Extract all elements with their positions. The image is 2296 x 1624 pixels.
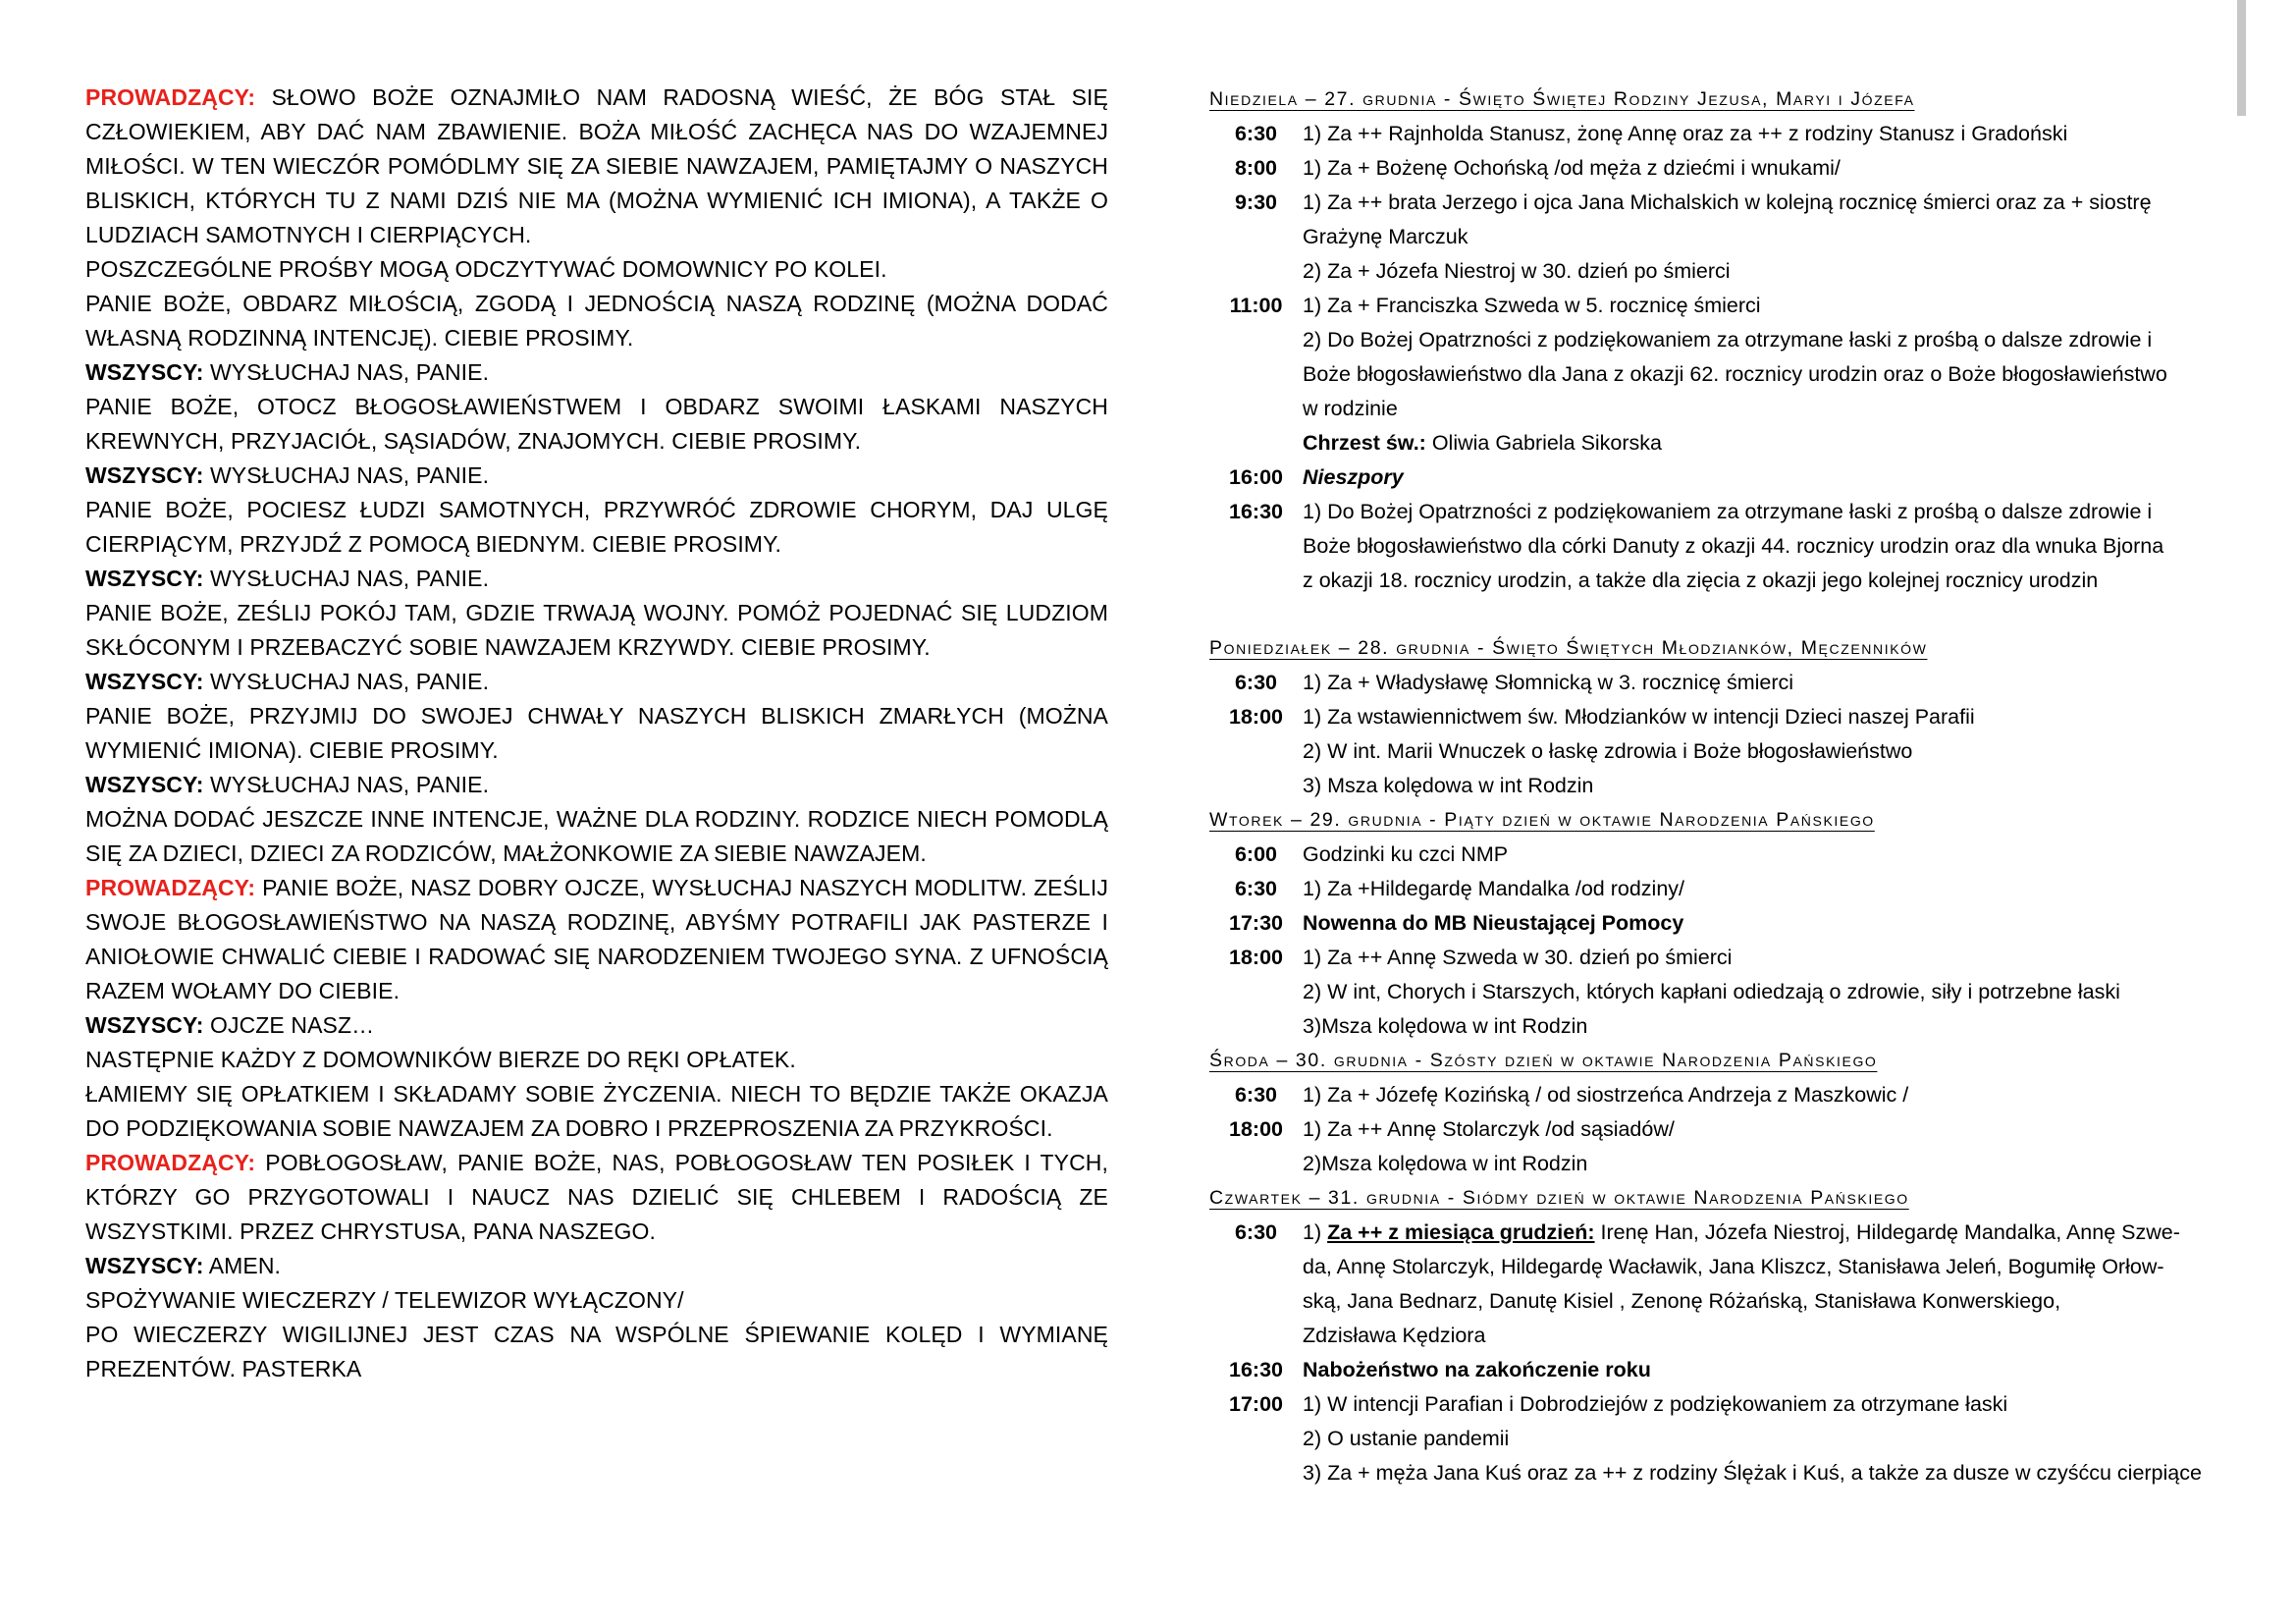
- prayer-paragraph: [85, 1249, 1108, 1283]
- intention-text: Boże błogosławieństwo dla córki Danuty z okazji 44. rocznicy urodzin oraz dla wnuka Bjorna: [1303, 534, 2164, 558]
- prayer-text: MOŻNA DODAĆ JESZCZE INNE INTENCJE, WAŻNE DLA RODZINY. RODZICE NIECH POMODLĄ SIĘ ZA DZIECI, DZIECI ZA RODZICÓW, MAŁŻONKOWIE ZA SIEBIE NAWZAJEM.: [85, 806, 1108, 866]
- vigil-prayer-column: [85, 81, 1108, 1386]
- intention-text: z okazji 18. rocznicy urodzin, a także dla zięcia z okazji jego kolejnej rocznicy urodzin: [1303, 568, 2099, 592]
- entry-intentions: [1303, 941, 2232, 1044]
- mass-time: 6:30: [1234, 671, 1278, 694]
- prayer-paragraph: [85, 287, 1108, 355]
- schedule-entry: [1209, 1078, 2232, 1112]
- schedule-entry: [1209, 872, 2232, 906]
- all-label: WSZYSCY:: [85, 462, 204, 488]
- intention-text: 1) Za + Bożenę Ochońską /od męża z dziećmi i wnukami/: [1303, 156, 1841, 180]
- prayer-paragraph: [85, 81, 1108, 252]
- intention-text: 3) Msza kolędowa w int Rodzin: [1303, 774, 1594, 797]
- entry-intentions: [1303, 1112, 2232, 1181]
- intention-line: [1303, 941, 2232, 975]
- intention-text: Chrzest św.:: [1303, 431, 1426, 455]
- schedule-entry: [1209, 906, 2232, 941]
- leader-label: PROWADZĄCY:: [85, 1150, 256, 1175]
- prayer-text: SŁOWO BOŻE OZNAJMIŁO NAM RADOSNĄ WIEŚĆ, ŻE BÓG STAŁ SIĘ CZŁOWIEKIEM, ABY DAĆ NAM ZBAWIENIE. BOŻA MIŁOŚĆ ZACHĘCA NAS DO WZAJEMNEJ MIŁOŚCI. W TEN WIECZÓR POMÓDLMY SIĘ ZA SIEBIE NAWZAJEM, PAMIĘTAJMY O NASZYCH BLISKICH, KTÓRYCH TU Z NAMI DZIŚ NIE MA (MOŻNA WYMIENIĆ ICH IMIONA), A TAKŻE O LUDZIACH SAMOTNYCH I CIERPIĄCYCH.: [85, 84, 1108, 247]
- intention-text: 1) Za +Hildegardę Mandalka /od rodziny/: [1303, 877, 1685, 900]
- entry-intentions: [1303, 1387, 2232, 1490]
- day-section: [1209, 1044, 2232, 1181]
- intention-line: [1303, 529, 2232, 564]
- entry-intentions: [1303, 460, 2232, 495]
- intention-line: [1303, 1456, 2232, 1490]
- intention-line: [1303, 1284, 2232, 1319]
- mass-time: 6:30: [1234, 1220, 1278, 1244]
- leader-label: PROWADZĄCY:: [85, 875, 256, 900]
- intention-line: [1303, 975, 2232, 1009]
- prayer-paragraph: [85, 768, 1108, 802]
- schedule-entry: [1209, 1387, 2232, 1490]
- prayer-paragraph: [85, 1077, 1108, 1146]
- prayer-paragraph: [85, 390, 1108, 459]
- mass-time: 16:30: [1229, 500, 1283, 523]
- intention-text: 1) Za + Władysławę Słomnicką w 3. rocznicę śmierci: [1303, 671, 1794, 694]
- intention-text: Boże błogosławieństwo dla Jana z okazji 62. rocznicy urodzin oraz o Boże błogosławieństwo: [1303, 362, 2167, 386]
- intention-text: Zdzisława Kędziora: [1303, 1324, 1486, 1347]
- prayer-text: WYSŁUCHAJ NAS, PANIE.: [203, 669, 490, 694]
- intention-text: Godzinki ku czci NMP: [1303, 842, 1509, 866]
- schedule-entry: [1209, 1216, 2232, 1353]
- intention-line: [1303, 323, 2232, 357]
- intention-line: [1303, 254, 2232, 289]
- intention-line: [1303, 769, 2232, 803]
- all-label: WSZYSCY:: [85, 1012, 204, 1038]
- mass-time: 18:00: [1229, 705, 1283, 729]
- prayer-text: OJCZE NASZ…: [203, 1012, 375, 1038]
- prayer-text: WYSŁUCHAJ NAS, PANIE.: [203, 772, 490, 797]
- prayer-paragraph: [85, 699, 1108, 768]
- prayer-paragraph: [85, 355, 1108, 390]
- schedule-entry: [1209, 186, 2232, 289]
- intention-line: [1303, 460, 2232, 495]
- mass-time: 16:30: [1229, 1358, 1283, 1381]
- day-header: Wtorek – 29. grudnia - Piąty dzień w oktawie Narodzenia Pańskiego: [1209, 809, 1875, 831]
- intention-text: 1) Za + Józefę Kozińską / od siostrzeńca Andrzeja z Maszkowic /: [1303, 1083, 1909, 1107]
- schedule-entry: [1209, 151, 2232, 186]
- schedule-entry: [1209, 941, 2232, 1044]
- intention-text: 1) Za + Franciszka Szweda w 5. rocznicę śmierci: [1303, 294, 1761, 317]
- intention-text: 1) Za ++ brata Jerzego i ojca Jana Michalskich w kolejną rocznicę śmierci oraz za + siostrę: [1303, 190, 2152, 214]
- intention-text: 1) Do Bożej Opatrzności z podziękowaniem za otrzymane łaski z prośbą o dalsze zdrowie i: [1303, 500, 2153, 523]
- prayer-text: PANIE BOŻE, PRZYJMIJ DO SWOJEJ CHWAŁY NASZYCH BLISKICH ZMARŁYCH (MOŻNA WYMIENIĆ IMIONA). CIEBIE PROSIMY.: [85, 703, 1108, 763]
- intention-text: 2)Msza kolędowa w int Rodzin: [1303, 1152, 1588, 1175]
- intention-line: [1303, 734, 2232, 769]
- prayer-text: POSZCZEGÓLNE PROŚBY MOGĄ ODCZYTYWAĆ DOMOWNICY PO KOLEI.: [85, 256, 887, 282]
- entry-intentions: [1303, 1216, 2232, 1353]
- intention-text: 1) Za ++ Annę Szweda w 30. dzień po śmierci: [1303, 946, 1733, 969]
- intention-line: [1303, 220, 2232, 254]
- entry-intentions: [1303, 1353, 2232, 1387]
- schedule-entry: [1209, 838, 2232, 872]
- intention-text: Oliwia Gabriela Sikorska: [1425, 431, 1663, 455]
- intention-text: 1) Za wstawiennictwem św. Młodzianków w intencji Dzieci naszej Parafii: [1303, 705, 1975, 729]
- schedule-entry: [1209, 117, 2232, 151]
- intention-line: [1303, 1147, 2232, 1181]
- mass-time: 17:30: [1229, 911, 1283, 935]
- day-header: Poniedziałek – 28. grudnia - Święto Świętych Młodzianków, Męczenników: [1209, 637, 1928, 659]
- all-label: WSZYSCY:: [85, 669, 204, 694]
- intention-line: [1303, 357, 2232, 392]
- intention-line: [1303, 1112, 2232, 1147]
- intention-line: [1303, 666, 2232, 700]
- mass-time: 9:30: [1234, 190, 1278, 214]
- mass-time: 18:00: [1229, 946, 1283, 969]
- entry-intentions: [1303, 906, 2232, 941]
- intention-text: 2) W int. Marii Wnuczek o łaskę zdrowia i Boże błogosławieństwo: [1303, 739, 1913, 763]
- intention-line: [1303, 1250, 2232, 1284]
- intention-text: 2) O ustanie pandemii: [1303, 1427, 1510, 1450]
- prayer-paragraph: [85, 596, 1108, 665]
- intention-line: [1303, 495, 2232, 529]
- intention-text: 2) Za + Józefa Niestroj w 30. dzień po śmierci: [1303, 259, 1731, 283]
- schedule-entry: [1209, 1112, 2232, 1181]
- entry-intentions: [1303, 1078, 2232, 1112]
- intention-line: [1303, 1387, 2232, 1422]
- prayer-paragraph: [85, 1283, 1108, 1318]
- entry-intentions: [1303, 700, 2232, 803]
- intention-text: Nieszpory: [1303, 465, 1404, 489]
- prayer-text: WYSŁUCHAJ NAS, PANIE.: [203, 359, 490, 385]
- all-label: WSZYSCY:: [85, 359, 204, 385]
- intention-line: [1303, 906, 2232, 941]
- prayer-text: PANIE BOŻE, POCIESZ ŁUDZI SAMOTNYCH, PRZYWRÓĆ ZDROWIE CHORYM, DAJ ULGĘ CIERPIĄCYM, PRZYJDŹ Z POMOCĄ BIEDNYM. CIEBIE PROSIMY.: [85, 497, 1108, 557]
- schedule-entry: [1209, 289, 2232, 460]
- prayer-paragraph: [85, 871, 1108, 1008]
- intention-line: [1303, 872, 2232, 906]
- mass-time: 6:30: [1234, 877, 1278, 900]
- prayer-paragraph: [85, 1146, 1108, 1249]
- intention-text: ską, Jana Bednarz, Danutę Kisiel , Zenonę Różańską, Stanisława Konwerskiego,: [1303, 1289, 2061, 1313]
- prayer-text: NASTĘPNIE KAŻDY Z DOMOWNIKÓW BIERZE DO RĘKI OPŁATEK.: [85, 1047, 796, 1072]
- intention-line: [1303, 564, 2232, 598]
- entry-intentions: [1303, 872, 2232, 906]
- prayer-paragraph: [85, 252, 1108, 287]
- day-section: [1209, 803, 2232, 1044]
- intention-line: [1303, 289, 2232, 323]
- intention-line: [1303, 1422, 2232, 1456]
- prayer-text: PANIE BOŻE, OTOCZ BŁOGOSŁAWIEŃSTWEM I OBDARZ SWOIMI ŁASKAMI NASZYCH KREWNYCH, PRZYJACIÓŁ, SĄSIADÓW, ZNAJOMYCH. CIEBIE PROSIMY.: [85, 394, 1108, 454]
- mass-schedule-column: [1209, 82, 2232, 1490]
- intention-text: Grażynę Marczuk: [1303, 225, 1468, 248]
- all-label: WSZYSCY:: [85, 772, 204, 797]
- mass-time: 6:30: [1234, 1083, 1278, 1107]
- intention-line: [1303, 700, 2232, 734]
- prayer-text: PANIE BOŻE, NASZ DOBRY OJCZE, WYSŁUCHAJ NASZYCH MODLITW. ZEŚLIJ SWOJE BŁOGOSŁAWIEŃSTWO NA NASZĄ RODZINĘ, ABYŚMY POTRAFILI JAK PASTERZE I ANIOŁOWIE CHWALIĆ CIEBIE I RADOWAĆ SIĘ NARODZENIEM TWOJEGO SYNA. Z UFNOŚCIĄ RAZEM WOŁAMY DO CIEBIE.: [85, 875, 1108, 1003]
- mass-time: 6:00: [1234, 842, 1278, 866]
- prayer-paragraph: [85, 562, 1108, 596]
- schedule-entry: [1209, 666, 2232, 700]
- prayer-paragraph: [85, 1008, 1108, 1043]
- day-section: [1209, 82, 2232, 598]
- intention-line: [1303, 151, 2232, 186]
- prayer-text: POBŁOGOSŁAW, PANIE BOŻE, NAS, POBŁOGOSŁAW TEN POSIŁEK I TYCH, KTÓRZY GO PRZYGOTOWALI I NAUCZ NAS DZIELIĆ SIĘ CHLEBEM I RADOŚCIĄ ZE WSZYSTKIMI. PRZEZ CHRYSTUSA, PANA NASZEGO.: [85, 1150, 1108, 1244]
- intention-text: 3) Za + męża Jana Kuś oraz za ++ z rodziny Ślężak i Kuś, a także za dusze w czyśćcu cierpiące: [1303, 1461, 2202, 1485]
- mass-time: 8:00: [1234, 156, 1278, 180]
- intention-line: [1303, 1353, 2232, 1387]
- mass-time: 6:30: [1234, 122, 1278, 145]
- prayer-text: WYSŁUCHAJ NAS, PANIE.: [203, 462, 490, 488]
- intention-line: [1303, 1216, 2232, 1250]
- intention-line: [1303, 426, 2232, 460]
- intention-line: [1303, 392, 2232, 426]
- prayer-text: PO WIECZERZY WIGILIJNEJ JEST CZAS NA WSPÓLNE ŚPIEWANIE KOLĘD I WYMIANĘ PREZENTÓW. PASTERKA: [85, 1322, 1108, 1381]
- prayer-paragraph: [85, 1043, 1108, 1077]
- mass-time: 17:00: [1229, 1392, 1283, 1416]
- intention-text: Irenę Han, Józefa Niestroj, Hildegardę Mandalka, Annę Szwe-: [1594, 1220, 2180, 1244]
- intention-text: da, Annę Stolarczyk, Hildegardę Wacławik, Jana Kliszcz, Stanisława Jeleń, Bogumiłę Orłow-: [1303, 1255, 2164, 1278]
- day-header: Niedziela – 27. grudnia - Święto Świętej Rodziny Jezusa, Maryi i Józefa: [1209, 88, 1915, 110]
- prayer-paragraph: [85, 459, 1108, 493]
- intention-text: 2) Do Bożej Opatrzności z podziękowaniem za otrzymane łaski z prośbą o dalsze zdrowie i: [1303, 328, 2153, 352]
- intention-line: [1303, 117, 2232, 151]
- day-header: Czwartek – 31. grudnia - Siódmy dzień w oktawie Narodzenia Pańskiego: [1209, 1187, 1909, 1209]
- prayer-text: PANIE BOŻE, ZEŚLIJ POKÓJ TAM, GDZIE TRWAJĄ WOJNY. POMÓŻ POJEDNAĆ SIĘ LUDZIOM SKŁÓCONYM I PRZEBACZYĆ SOBIE NAWZAJEM KRZYWDY. CIEBIE PROSIMY.: [85, 600, 1108, 660]
- intention-line: [1303, 1009, 2232, 1044]
- day-section: [1209, 631, 2232, 803]
- prayer-text: SPOŻYWANIE WIECZERZY / TELEWIZOR WYŁĄCZONY/: [85, 1287, 684, 1313]
- prayer-text: AMEN.: [203, 1253, 282, 1278]
- day-header: Środa – 30. grudnia - Szósty dzień w oktawie Narodzenia Pańskiego: [1209, 1050, 1878, 1071]
- entry-intentions: [1303, 495, 2232, 598]
- intention-text: 1): [1303, 1220, 1328, 1244]
- mass-time: 18:00: [1229, 1117, 1283, 1141]
- day-section: [1209, 1181, 2232, 1490]
- prayer-paragraph: [85, 802, 1108, 871]
- entry-intentions: [1303, 838, 2232, 872]
- prayer-paragraph: [85, 493, 1108, 562]
- intention-text: w rodzinie: [1303, 397, 1398, 420]
- intention-text: 1) Za ++ Rajnholda Stanusz, żonę Annę oraz za ++ z rodziny Stanusz i Gradoński: [1303, 122, 2068, 145]
- intention-line: [1303, 1319, 2232, 1353]
- intention-line: [1303, 186, 2232, 220]
- prayer-text: PANIE BOŻE, OBDARZ MIŁOŚCIĄ, ZGODĄ I JEDNOŚCIĄ NASZĄ RODZINĘ (MOŻNA DODAĆ WŁASNĄ RODZINNĄ INTENCJĘ). CIEBIE PROSIMY.: [85, 291, 1108, 351]
- schedule-entry: [1209, 495, 2232, 598]
- leader-label: PROWADZĄCY:: [85, 84, 256, 110]
- entry-intentions: [1303, 117, 2232, 151]
- all-label: WSZYSCY:: [85, 566, 204, 591]
- schedule-entry: [1209, 460, 2232, 495]
- intention-text: 1) Za ++ Annę Stolarczyk /od sąsiadów/: [1303, 1117, 1675, 1141]
- schedule-entry: [1209, 1353, 2232, 1387]
- entry-intentions: [1303, 151, 2232, 186]
- prayer-text: WYSŁUCHAJ NAS, PANIE.: [203, 566, 490, 591]
- intention-text: 2) W int, Chorych i Starszych, których kapłani odiedzają o zdrowie, siły i potrzebne łaski: [1303, 980, 2120, 1003]
- intention-line: [1303, 838, 2232, 872]
- all-label: WSZYSCY:: [85, 1253, 204, 1278]
- prayer-paragraph: [85, 1318, 1108, 1386]
- scrollbar[interactable]: [2237, 0, 2246, 116]
- intention-line: [1303, 1078, 2232, 1112]
- intention-text: Nabożeństwo na zakończenie roku: [1303, 1358, 1651, 1381]
- prayer-text: ŁAMIEMY SIĘ OPŁATKIEM I SKŁADAMY SOBIE ŻYCZENIA. NIECH TO BĘDZIE TAKŻE OKAZJA DO PODZIĘKOWANIA SOBIE NAWZAJEM ZA DOBRO I PRZEPROSZENIA ZA PRZYKROŚCI.: [85, 1081, 1108, 1141]
- mass-time: 11:00: [1229, 294, 1283, 317]
- intention-text: 3)Msza kolędowa w int Rodzin: [1303, 1014, 1588, 1038]
- intention-text: Za ++ z miesiąca grudzień:: [1327, 1220, 1595, 1244]
- entry-intentions: [1303, 666, 2232, 700]
- prayer-paragraph: [85, 665, 1108, 699]
- entry-intentions: [1303, 289, 2232, 460]
- mass-time: 16:00: [1229, 465, 1283, 489]
- entry-intentions: [1303, 186, 2232, 289]
- schedule-entry: [1209, 700, 2232, 803]
- intention-text: Nowenna do MB Nieustającej Pomocy: [1303, 911, 1684, 935]
- intention-text: 1) W intencji Parafian i Dobrodziejów z podziękowaniem za otrzymane łaski: [1303, 1392, 2008, 1416]
